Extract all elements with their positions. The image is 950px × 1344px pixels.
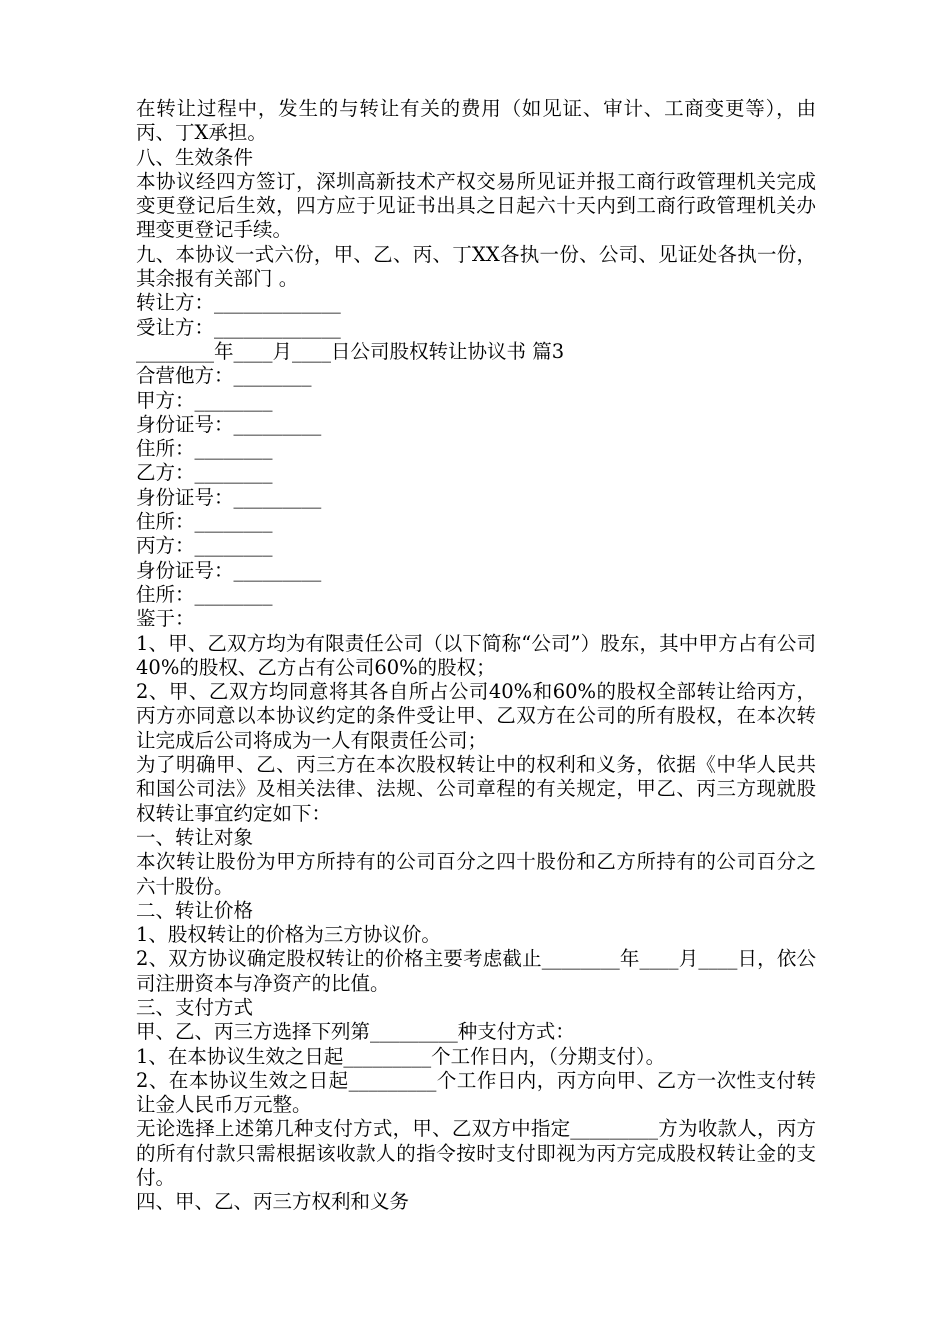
date-title-line: ________年____月____日公司股权转让协议书 篇3 — [136, 339, 565, 363]
paragraph: 1、股权转让的价格为三方协议价。 — [136, 923, 441, 947]
section-heading: 三、支付方式 — [136, 995, 254, 1019]
section-heading: 四、甲、乙、丙三方权利和义务 — [136, 1190, 410, 1214]
party-field: 身份证号：_________ — [136, 558, 322, 582]
party-field: 甲方：________ — [136, 388, 273, 412]
paragraph: 1、甲、乙双方均为有限责任公司（以下简称“公司”）股东，其中甲方占有公司40%的股权、乙方占有公司60%的股权； — [136, 631, 816, 679]
paragraph: 九、本协议一式六份，甲、乙、丙、丁XX各执一份、公司、见证处各执一份，其余报有关部门 。 — [136, 242, 816, 291]
paragraph: 2、双方协议确定股权转让的价格主要考虑截止________年____月____日，依公司注册资本与净资产的比值。 — [136, 947, 816, 995]
section-heading: 二、转让价格 — [136, 898, 254, 922]
paragraph: 为了明确甲、乙、丙三方在本次股权转让中的权利和义务，依据《中华人民共和国公司法》及相关法律、法规、公司章程的有关规定，甲乙、丙三方现就股权转让事宜约定如下： — [136, 753, 816, 825]
document-body — [136, 97, 816, 1215]
paragraph: 2、在本协议生效之日起_________个工作日内，丙方向甲、乙方一次性支付转让金人民币万元整。 — [136, 1068, 816, 1117]
section-heading: 一、转让对象 — [136, 825, 254, 849]
paragraph: 无论选择上述第几种支付方式，甲、乙双方中指定_________方为收款人，丙方的所有付款只需根据该收款人的指令按时支付即视为丙方完成股权转让金的支付。 — [136, 1117, 816, 1190]
paragraph: 本次转让股份为甲方所持有的公司百分之四十股份和乙方所持有的公司百分之六十股份。 — [136, 850, 816, 898]
paragraph: 在转让过程中，发生的与转让有关的费用（如见证、审计、工商变更等），由丙、丁X承担。 — [136, 97, 816, 145]
section-heading: 鉴于： — [136, 607, 195, 631]
party-field: 身份证号：_________ — [136, 412, 322, 436]
party-field: 身份证号：_________ — [136, 485, 322, 509]
paragraph: 2、甲、乙双方均同意将其各自所占公司40%和60%的股权全部转让给丙方，丙方亦同意以本协议约定的条件受让甲、乙双方在公司的所有股权，在本次转让完成后公司将成为一人有限责任公司； — [136, 680, 816, 752]
paragraph: 1、在本协议生效之日起_________个工作日内，（分期支付）。 — [136, 1044, 666, 1068]
paragraph: 本协议经四方签订，深圳高新技术产权交易所见证并报工商行政管理机关完成变更登记后生效，四方应于见证书出具之日起六十天内到工商行政管理机关办理变更登记手续。 — [136, 169, 816, 242]
party-field: 合营他方：________ — [136, 364, 312, 388]
party-field: 住所：________ — [136, 437, 273, 461]
paragraph: 甲、乙、丙三方选择下列第_________种支付方式： — [136, 1020, 575, 1044]
party-field: 乙方：________ — [136, 461, 273, 485]
party-field: 住所：________ — [136, 510, 273, 534]
signature-line: 受让方：_____________ — [136, 315, 341, 339]
signature-line: 转让方：_____________ — [136, 291, 341, 315]
party-field: 丙方：________ — [136, 534, 273, 558]
party-field: 住所：________ — [136, 582, 273, 606]
section-heading: 八、生效条件 — [136, 145, 254, 169]
